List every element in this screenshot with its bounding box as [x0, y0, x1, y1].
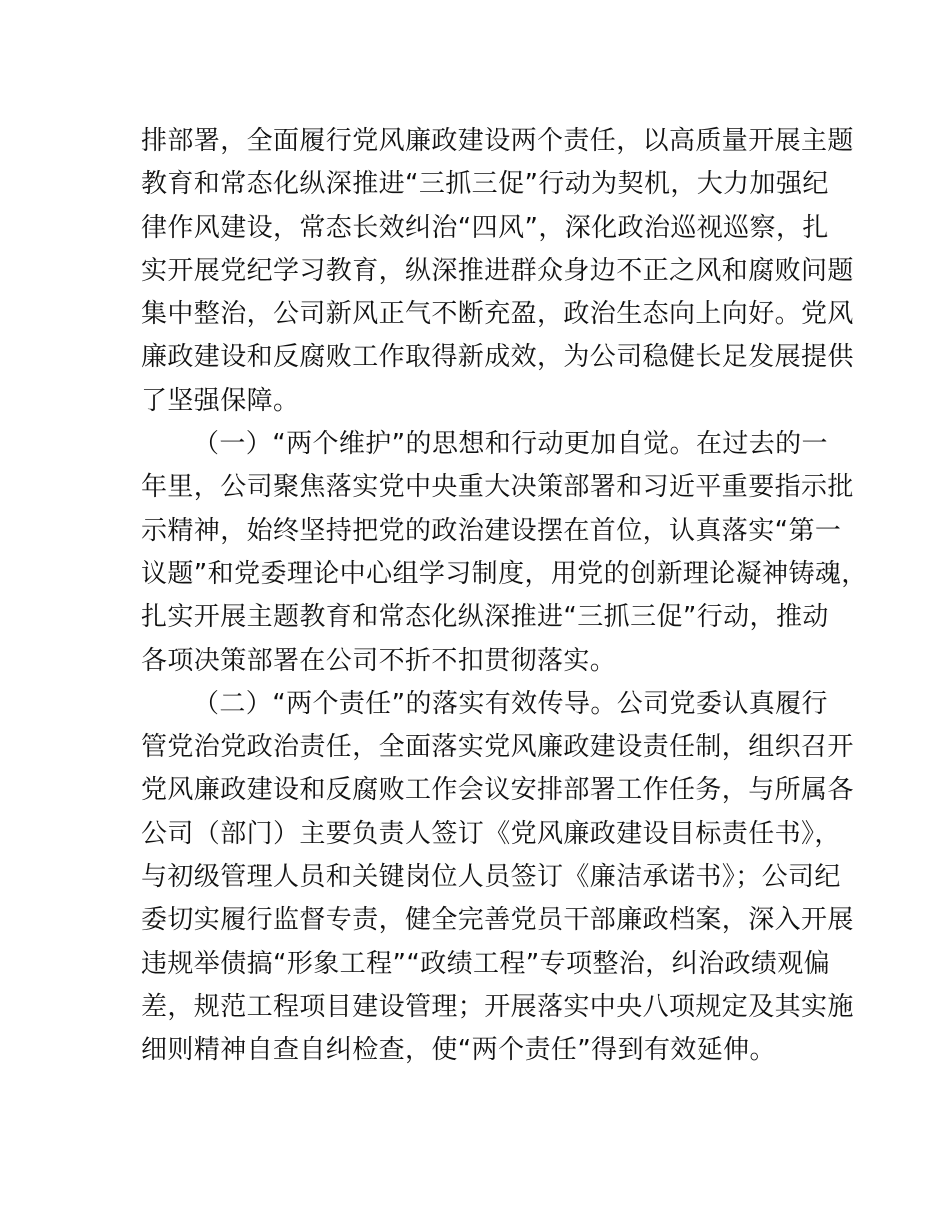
text-line: 教育和常态化纵深推进“三抓三促”行动为契机，大力加强纪	[141, 169, 829, 200]
text-line: 公司（部门）主要负责人签订《党风廉政建设目标责任书》，	[141, 818, 841, 849]
text-line: 细则精神自查自纠检查，使“两个责任”得到有效延伸。	[141, 1035, 776, 1066]
text-line: 扎实开展主题教育和常态化纵深推进“三抓三促”行动，推动	[141, 602, 829, 633]
text-line: 集中整治，公司新风正气不断充盈，政治生态向上向好。党风	[141, 299, 854, 330]
text-line: 与初级管理人员和关键岗位人员签订《廉洁承诺书》；公司纪	[141, 862, 841, 893]
text-line: 示精神，始终坚持把党的政治建设摆在首位，认真落实“第一	[141, 515, 842, 546]
text-line: 年里，公司聚焦落实党中央重大决策部署和习近平重要指示批	[141, 472, 854, 503]
text-line: 议题”和党委理论中心组学习制度，用党的创新理论凝神铸魂，	[141, 558, 868, 589]
text-line: 党风廉政建设和反腐败工作会议安排部署工作任务，与所属各	[141, 775, 854, 806]
text-line: 管党治党政治责任，全面落实党风廉政建设责任制，组织召开	[141, 732, 854, 763]
text-line: 委切实履行监督专责，健全完善党员干部廉政档案，深入开展	[141, 905, 854, 936]
text-line: 实开展党纪学习教育，纵深推进群众身边不正之风和腐败问题	[141, 255, 854, 286]
section-heading-line: （二）“两个责任”的落实有效传导。公司党委认真履行	[193, 688, 828, 719]
text-line: 各项决策部署在公司不折不扣贯彻落实。	[141, 645, 617, 676]
document-body	[141, 120, 868, 1073]
text-line: 排部署，全面履行党风廉政建设两个责任，以高质量开展主题	[141, 126, 854, 156]
text-line: 了坚强保障。	[141, 385, 300, 416]
text-line: 差，规范工程项目建设管理；开展落实中央八项规定及其实施	[141, 991, 854, 1022]
text-line: 廉政建设和反腐败工作取得新成效，为公司稳健长足发展提供	[141, 342, 854, 373]
text-line: 违规举债搞“形象工程”“政绩工程”专项整治，纠治政绩观偏	[141, 948, 831, 979]
section-heading-line: （一）“两个维护”的思想和行动更加自觉。在过去的一	[193, 429, 828, 460]
text-line: 律作风建设，常态长效纠治“四风”，深化政治巡视巡察，扎	[141, 212, 829, 243]
